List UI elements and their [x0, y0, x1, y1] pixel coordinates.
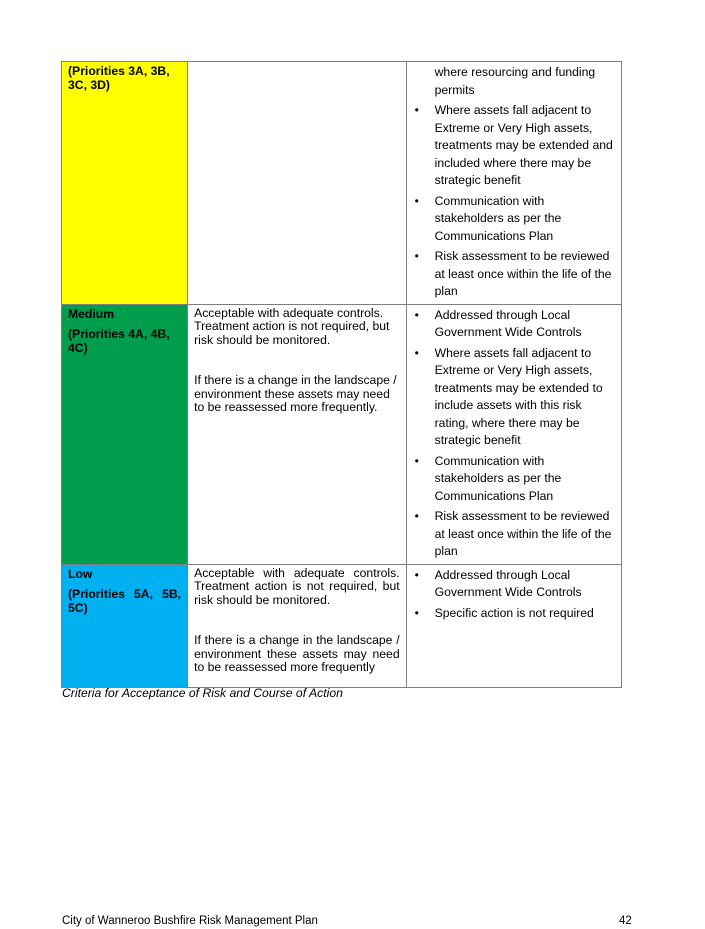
bullet-icon: •: [414, 193, 419, 208]
actions-list: [413, 567, 615, 623]
table-row: [62, 62, 622, 305]
list-item: • Where assets fall adjacent to Extreme or Very High assets, treatments may be extended and included where there may be strategic benefit: [414, 103, 613, 187]
actions-list: [413, 64, 615, 301]
bullet-icon: •: [414, 307, 419, 322]
description-text: Acceptable with adequate controls. Treatment action is not required, but risk should be monitored.: [194, 305, 390, 347]
page-number: 42: [619, 915, 632, 927]
priorities-label: (Priorities 3A, 3B, 3C, 3D): [68, 64, 170, 92]
table-caption: Criteria for Acceptance of Risk and Course of Action: [62, 686, 343, 700]
list-item: • Specific action is not required: [413, 605, 615, 623]
list-item: • Communication with stakeholders as per the Communications Plan: [414, 193, 562, 243]
bullet-icon: •: [414, 103, 419, 117]
actions-cell: [406, 564, 621, 687]
priorities-label: (Priorities 5A, 5B, 5C): [68, 586, 182, 615]
risk-level-label: Low: [68, 566, 93, 581]
actions-list: [413, 307, 615, 561]
table-row: [62, 304, 622, 564]
bullet-icon: •: [414, 605, 419, 620]
actions-cell: [406, 304, 621, 564]
footer-title: City of Wanneroo Bushfire Risk Management Plan: [62, 915, 318, 927]
bullet-icon: •: [414, 567, 419, 582]
description-text: Acceptable with adequate controls. Treatment action is not required, but risk should be monitored.: [194, 565, 400, 607]
list-item: • Communication with stakeholders as per the Communications Plan: [414, 453, 562, 503]
priorities-label: (Priorities 4A, 4B, 4C): [68, 326, 170, 355]
risk-level-cell: [62, 304, 188, 564]
list-item: • Where assets fall adjacent to Extreme or Very High assets, treatments may be extended to include assets with this risk rating, where there may be strategic benefit: [414, 345, 603, 447]
description-cell: [188, 62, 407, 305]
risk-level-cell: [62, 564, 188, 687]
risk-level-label: Medium: [68, 306, 115, 321]
list-item: • Risk assessment to be reviewed at least once within the life of the plan: [414, 249, 612, 298]
description-cell: [188, 564, 407, 687]
risk-level-cell: [62, 62, 188, 305]
actions-cell: [406, 62, 621, 305]
bullet-icon: •: [414, 345, 419, 360]
description-cell: [188, 304, 407, 564]
bullet-icon: •: [414, 249, 419, 263]
bullet-icon: •: [414, 453, 419, 468]
description-text: If there is a change in the landscape / environment these assets may need to be reassessed more frequently.: [194, 373, 397, 414]
bullet-icon: •: [414, 509, 419, 523]
list-item: • Addressed through Local Government Wide Controls: [414, 307, 582, 339]
list-item: • Risk assessment to be reviewed at least once within the life of the plan: [414, 509, 612, 558]
list-item: where resourcing and funding permits: [434, 65, 596, 97]
table-row: [62, 564, 622, 687]
risk-criteria-table: [61, 61, 622, 688]
description-text: If there is a change in the landscape / environment these assets may need to be reassessed more frequently: [194, 633, 400, 674]
list-item: • Addressed through Local Government Wide Controls: [414, 567, 582, 599]
